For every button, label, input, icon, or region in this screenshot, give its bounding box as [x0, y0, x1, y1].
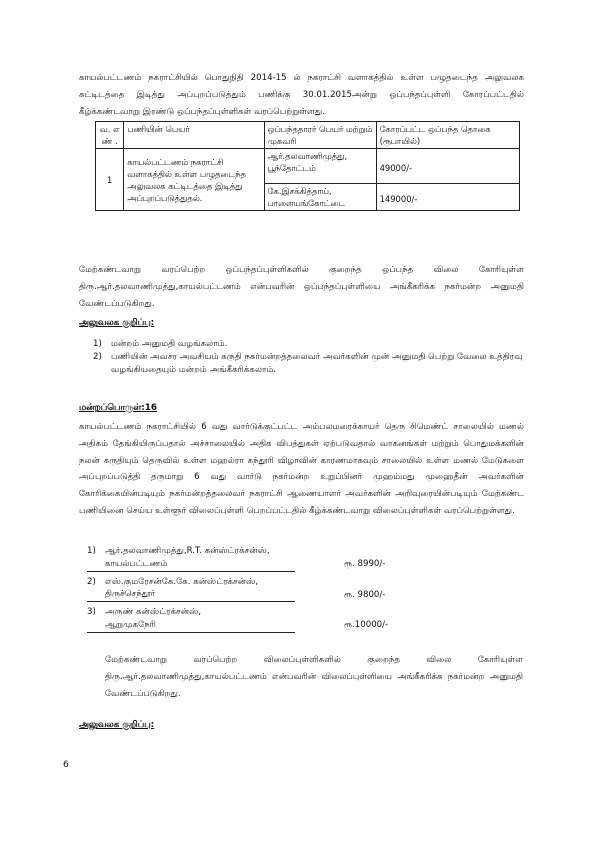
tender-table: [95, 121, 520, 211]
list-item: 1) மன்றம் அனுமதி வழங்கலாம்.: [93, 339, 228, 349]
table-header-contractor: ஒப்பந்ததாரர் பெயர் மற்றும் முகவரி: [264, 122, 376, 149]
table-header-amount: கோரப்பட்ட ஒப்பந்த தொகை (ரூபாயில்): [376, 122, 519, 149]
intro-paragraph: காயல்பட்டணம் நகராட்சியில் பொதுநிதி 2014-15 ல் நகராட்சி வளாகத்தில் உள்ள பழுதடைந்த அலுவலக கட்டிடத்தை இடித்து அப்புறப்படுத்தும் பணிக்கு 30.01.2015அன்று ஒப்பந்தப்புள்ளி கோரப்பட்டதில் கீழ்க்கண்டவாறு இரண்டு ஒப்பந்தப்புள்ளிகள் வரப்பெற்றுள்ளது.: [79, 73, 524, 117]
para-after-table: மேற்கண்டவாறு வரப்பெற்ற ஒப்பந்தப்புள்ளிகளில் குறைந்த ஒப்பந்த விலை கோரியுள்ள திரு.ஆர்.தலவாணிமுத்து,காயல்பட்டணம் என்பவரின் ஒப்பந்தப்புள்ளியை அங்கீகரிக்க நகர்மன்ற அனுமதி வேண்டப்படுகிறது.: [79, 265, 524, 309]
list-item: 1) ஆர்.தலவாணிமுத்து,R.T. கன்ஸ்ட்ரக்சன்ஸ், காயல்பட்டணம் ரூ. 8990/-: [87, 545, 427, 572]
table-work-cell: காயல்பட்டணம் நகராட்சி வளாகத்தில் உள்ள பழுதடைந்த அலுவலக கட்டிடத்தை இடித்து அப்புறப்படுத்துதல்.: [124, 149, 264, 211]
bidders-list: [87, 545, 427, 637]
table-contractor-cell: கே.இசக்கித்தாய், பாளையங்கோட்டை: [264, 184, 376, 211]
table-header-row: [96, 122, 520, 149]
office-note-heading: அலுவலக குறிப்பு:: [79, 720, 155, 730]
table-serial-cell: 1: [96, 149, 124, 211]
table-contractor-cell: ஆர்.தலவாணிமுத்து, பூந்தோட்டம்: [264, 149, 376, 184]
office-notes-list: [93, 338, 523, 377]
resolution-heading: மன்றப்பொருள்:16: [79, 403, 157, 413]
list-item: 3) அருண் கன்ஸ்ட்ரக்சன்ஸ், ஆறுமுகநேரி ரூ.10000/-: [87, 606, 427, 633]
table-amount-cell: 149000/-: [376, 184, 519, 211]
table-header-serial: வ. எ ண் .: [96, 122, 124, 149]
table-amount-cell: 49000/-: [376, 149, 519, 184]
list-item: 2) பணியின் அவசர அவசியம் கருதி நகர்மன்றத்தலைவர் அவர்களின் முன் அனுமதி பெற்று வேலை உத்திரவு வழங்கியதையும் மன்றம் அங்கீகரிக்கலாம்.: [93, 352, 523, 375]
table-header-work: பணியின் பெயர்: [124, 122, 264, 149]
table-row: [96, 149, 520, 184]
page-number: 6: [63, 760, 69, 770]
para-after-bidders: மேற்கண்டவாறு வரப்பெற்ற விலைப்புள்ளிகளில் குறைந்த விலை கோரியுள்ள திரு.ஆர்.தலவாணிமுத்து,காயல்பட்டணம் என்பவரின் விலைப்புள்ளியை அங்கீகரிக்க நகர்மன்ற அனுமதி வேண்டப்படுகிறது.: [105, 655, 523, 699]
resolution-paragraph: காயல்பட்டணம் நகராட்சியில் 6 வது வார்டுக்குட்பட்ட அம்பலமரைக்காயர் தெரு சிமெண்ட் சாலையில் மணல் அதிகம் தேங்கியிருப்பதால் அச்சாலையில் அதிக விபத்துகள் ஏற்படுவதால் வாகனங்கள் மற்றும் பொதுமக்களின் நலன் கருதியும் தெருவில் உள்ள மஹல்ரா கந்தூரி விழாவின் காரணமாகவும் சாலையில் உள்ள மணல் மேடுகளை அப்புறப்படுத்தி தருமாறு 6 வது வார்டு நகர்மன்ற உறுப்பினர் முஹம்மது முஹைதீன் அவர்களின் கோரிக்கையின்படியும் நகர்மன்றத்தலைவர் நகராட்சி ஆணையாளர் அவர்களின் அறிவுரையின்படியும் மேற்கண்ட பணியினை செய்ய உள்ளூர் விலைப்புள்ளி பெறப்பட்டதில் கீழ்க்கண்டவாறு விலைப்புள்ளிகள் வரப்பெற்றுள்ளது.: [79, 422, 524, 516]
office-note-heading: அலுவலக குறிப்பு:: [79, 318, 155, 328]
list-item: 2) எஸ்.குமரேசன்கே.கே. கன்ஸ்ட்ரக்சன்ஸ், திருச்செந்தூர் ரூ. 9800/-: [87, 576, 427, 603]
